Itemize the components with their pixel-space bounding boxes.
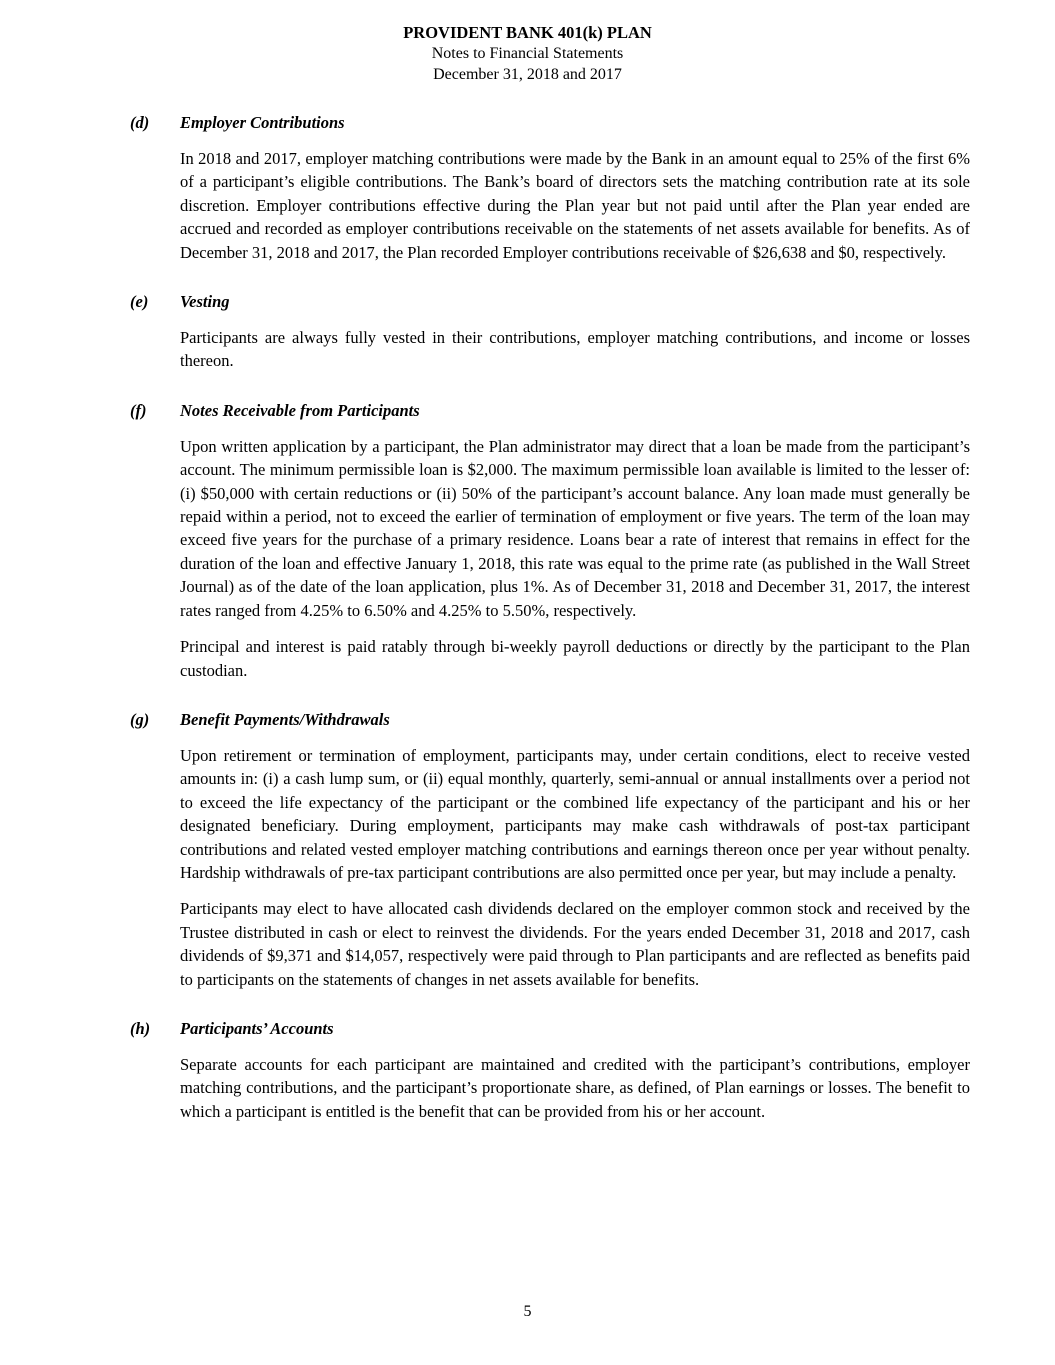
paragraph: Participants are always fully vested in their contributions, employer matching contributions, and income or losses thereon. — [180, 328, 970, 371]
section-heading-benefit-payments — [130, 709, 1055, 731]
section-benefit-payments — [0, 709, 1055, 991]
section-heading-participants-accounts — [130, 1018, 1055, 1040]
section-title: Participants’ Accounts — [180, 1018, 334, 1038]
section-label: (d) — [130, 113, 150, 132]
document-subtitle-notes: Notes to Financial Statements — [431, 45, 624, 62]
section-title: Vesting — [180, 292, 230, 312]
paragraph: Upon written application by a participant, the Plan administrator may direct that a loan be made from the participant’s account. The minimum permissible loan is $2,000. The maximum permissible loan available is limited to the lesser of: (i) $50,000 with certain reductions or (ii) 50% of the participant’s account balance. Any loan made must generally be repaid within a period, not to exceed the earlier of termination of employment or five years. The term of the loan may exceed five years for the purchase of a primary residence. Loans bear a rate of interest that remains in effect for the duration of the loan and effective January 1, 2018, this rate was equal to the prime rate (as published in the Wall Street Journal) as of the date of the loan application, plus 1%. As of December 31, 2018 and December 31, 2017, the interest rates ranged from 4.25% to 6.50% and 4.25% to 5.50%, respectively. — [180, 436, 970, 620]
paragraph: Upon retirement or termination of employment, participants may, under certain conditions, elect to receive vested amounts in: (i) a cash lump sum, or (ii) equal monthly, quarterly, semi-annual or annual installments over a period not to exceed the life expectancy of the participant or the combined life expectancy of the participant and his or her designated beneficiary. During employment, participants may make cash withdrawals of post-tax participant contributions and related vested employer matching contributions and earnings thereon once per year without penalty. Hardship withdrawals of pre-tax participant contributions are also permitted once per year, but may include a penalty. — [180, 745, 970, 882]
paragraph: Participants may elect to have allocated cash dividends declared on the employer common stock and received by the Trustee distributed in cash or elect to reinvest the dividends. For the years ended December 31, 2018 and 2017, cash dividends of $9,371 and $14,057, respectively were paid through to Plan participants and are reflected as benefits paid to participants on the statements of changes in net assets available for benefits. — [180, 899, 970, 989]
document-header — [0, 22, 1055, 85]
section-heading-employer-contributions — [130, 112, 1055, 134]
section-participants-accounts — [0, 1018, 1055, 1123]
section-label: (e) — [130, 292, 149, 312]
section-label: (h) — [130, 1018, 151, 1038]
document-title: PROVIDENT BANK 401(k) PLAN — [403, 23, 652, 42]
document-subtitle-date: December 31, 2018 and 2017 — [433, 66, 622, 83]
section-title: Notes Receivable from Participants — [180, 400, 420, 420]
page-number: 5 — [523, 1303, 532, 1320]
section-label: (g) — [130, 709, 150, 729]
paragraph: In 2018 and 2017, employer matching contributions were made by the Bank in an amount equal to 25% of the first 6% of a participant’s eligible contributions. The Bank’s board of directors sets the matching contribution rate at its sole discretion. Employer contributions effective during the Plan year but not paid until after the Plan year ended are accrued and recorded as employer contributions receivable on the statements of net assets available for benefits. As of December 31, 2018 and 2017, the Plan recorded Employer contributions receivable of $26,638 and $0, respectively. — [180, 149, 970, 262]
section-notes-receivable — [0, 400, 1055, 682]
section-title: Benefit Payments/Withdrawals — [180, 709, 390, 729]
paragraph: Principal and interest is paid ratably through bi-weekly payroll deductions or directly by the participant to the Plan custodian. — [180, 637, 970, 680]
section-heading-vesting — [130, 291, 1055, 313]
section-heading-notes-receivable — [130, 400, 1055, 422]
section-title: Employer Contributions — [180, 113, 345, 132]
section-employer-contributions — [0, 112, 1055, 264]
section-label: (f) — [130, 400, 147, 420]
paragraph: Separate accounts for each participant are maintained and credited with the participant’s contributions, employer matching contributions, and the participant’s proportionate share, as defined, of Plan earnings or losses. The benefit to which a participant is entitled is the benefit that can be provided from his or her account. — [180, 1054, 970, 1121]
section-vesting — [0, 291, 1055, 373]
